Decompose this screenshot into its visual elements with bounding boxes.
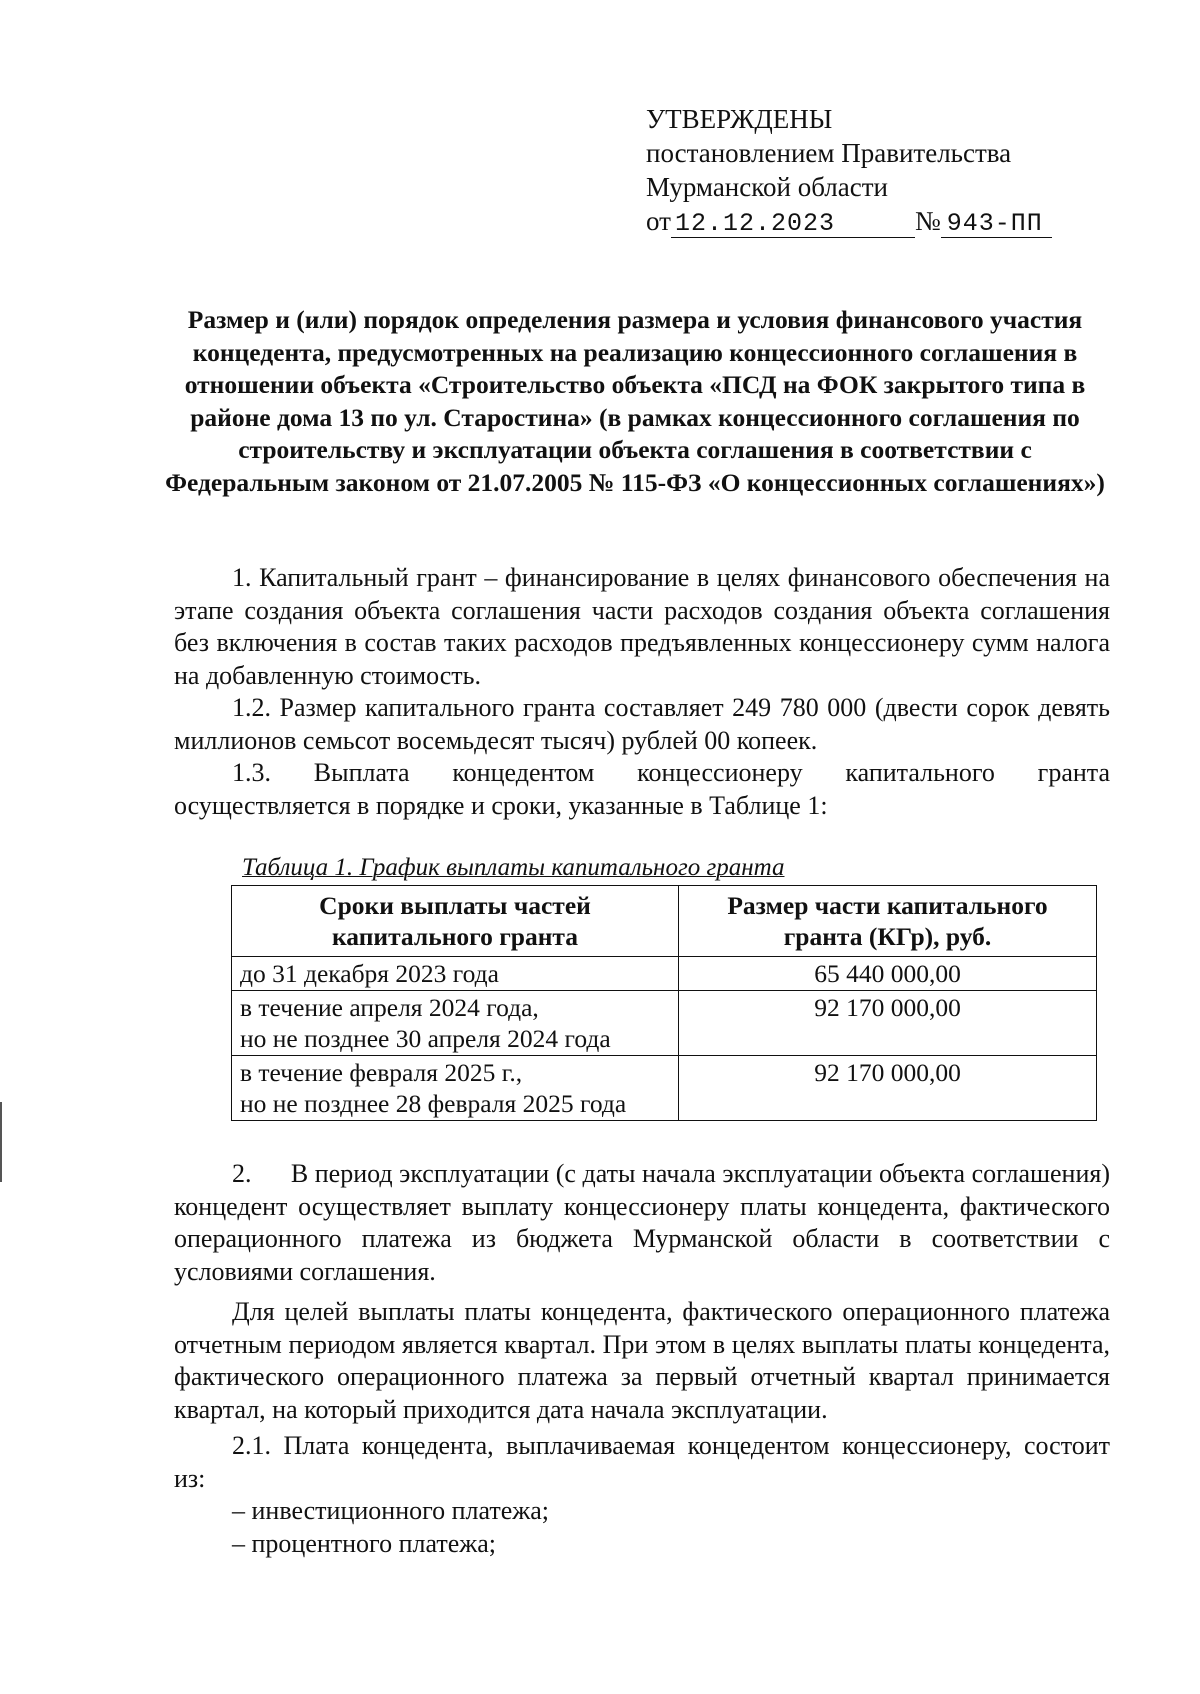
paragraph-1: 1. Капитальный грант – финансирование в целях финансового обеспечения на этапе создания объекта соглашения части расходов создания объекта соглашения без включения в состав таких расходов предъявленных концессионеру сумм налога на добавленную стоимость. (174, 563, 1110, 690)
table-caption: Таблица 1. График выплаты капитального гранта (242, 854, 785, 881)
header-amount: Размер части капитального гранта (КГр), руб. (679, 886, 1097, 957)
term-cell (232, 957, 679, 991)
approval-date-number-line (646, 204, 1052, 238)
paragraph-1-2: 1.2. Размер капитального гранта составляет 249 780 000 (двести сорок девять миллионов семьсот восемьдесят тысяч) рублей 00 копеек. (174, 693, 1110, 755)
paragraph-1-3: 1.3. Выплата концедентом концессионеру капитального гранта осуществляется в порядке и сроки, указанные в Таблице 1: (174, 758, 1110, 820)
date-prefix: от (646, 206, 671, 236)
number-prefix: № (914, 206, 941, 236)
term-line-1: в течение февраля 2025 г., (240, 1058, 523, 1087)
list-item-interest: – процентного платежа; (232, 1528, 496, 1558)
amount-cell: 92 170 000,00 (679, 991, 1097, 1056)
document-title: Размер и (или) порядок определения размера и условия финансового участия концедента, предусмотренных на реализацию концессионного соглашения в отношении объекта «Строительство объекта «ПСД на ФОК закрытого типа в районе дома 13 по ул. Старостина» (в рамках концессионного соглашения по строительству и эксплуатации объекта соглашения в соответствии с Федеральным законом от 21.07.2005 № 115-ФЗ «О концессионных соглашениях») (165, 305, 1105, 497)
table-row (232, 991, 1097, 1056)
table-row (232, 957, 1097, 991)
list-item-investment: – инвестиционного платежа; (232, 1496, 550, 1525)
resolution-number: 943-ПП (941, 211, 1052, 238)
scan-margin-mark (0, 1102, 2, 1182)
term-line-2: но не позднее 28 февраля 2025 года (240, 1089, 627, 1118)
resolution-date: 12.12.2023 (671, 211, 915, 238)
approval-line-region: Мурманской области (646, 172, 888, 202)
approval-heading: УТВЕРЖДЕНЫ (646, 104, 833, 134)
table-header-row (232, 886, 1097, 957)
table-row (232, 1056, 1097, 1121)
paragraph-2-1: 2.1. Плата концедента, выплачиваемая концедентом концессионеру, состоит из: (174, 1431, 1110, 1493)
amount-cell: 92 170 000,00 (679, 1056, 1097, 1121)
term-line-2: но не позднее 30 апреля 2024 года (240, 1024, 611, 1053)
approval-block (646, 102, 1052, 238)
term-cell (232, 1056, 679, 1121)
section-2 (174, 1158, 1110, 1560)
term-cell (232, 991, 679, 1056)
approval-line-resolution: постановлением Правительства (646, 138, 1012, 168)
section-1 (174, 562, 1110, 822)
header-terms: Сроки выплаты частей капитального гранта (232, 886, 679, 957)
paragraph-2-reporting: Для целей выплаты платы концедента, фактического операционного платежа отчетным периодом является квартал. При этом в целях выплаты платы концедента, фактического операционного платежа за первый отчетный квартал принимается квартал, на который приходится дата начала эксплуатации. (174, 1297, 1110, 1424)
term-line-1: до 31 декабря 2023 года (240, 959, 499, 988)
paragraph-2: 2. В период эксплуатации (с даты начала эксплуатации объекта соглашения) концедент осуществляет выплату концессионеру платы концедента, фактического операционного платежа из бюджета Мурманской области в соответствии с условиями соглашения. (174, 1159, 1110, 1286)
grant-schedule-table (231, 885, 1097, 1121)
amount-cell: 65 440 000,00 (679, 957, 1097, 991)
term-line-1: в течение апреля 2024 года, (240, 993, 539, 1022)
